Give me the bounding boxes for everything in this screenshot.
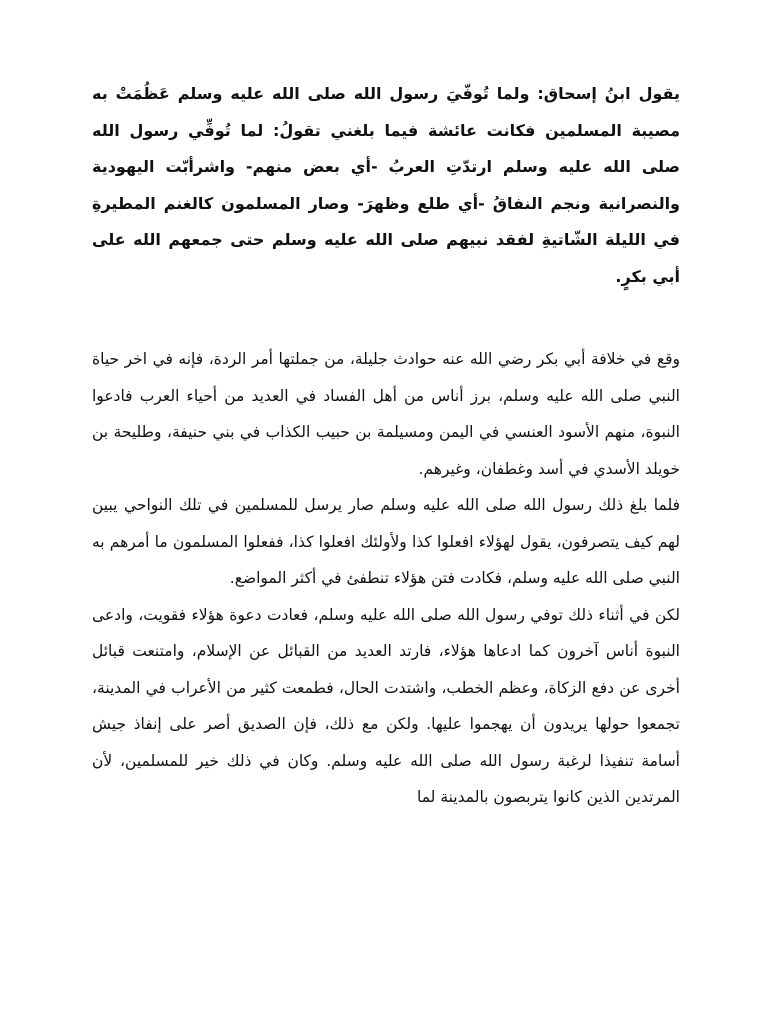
paragraph-gap	[92, 295, 680, 341]
document-page	[92, 76, 680, 816]
body-paragraph: فلما بلغ ذلك رسول الله صلى الله عليه وسلم صار يرسل للمسلمين في تلك النواحي يبين لهم كيف يتصرفون، يقول لهؤلاء افعلوا كذا ولأولئك افعلوا كذا، ففعلوا المسلمون ما أمرهم به النبي صلى الله عليه وسلم، فكادت فتن هؤلاء تنطفئ في أكثر المواضع.	[92, 496, 680, 587]
quote-paragraph: يقول ابنُ إسحاق: ولما تُوفّيَ رسول الله صلى الله عليه وسلم عَظُمَتْ به مصيبة المسلمين فكانت عائشة فيما بلغني تقولُ: لما تُوفِّي رسول الله صلى الله عليه وسلم ارتدّتِ العربُ -أي بعض منهم- واشرأبّت اليهودية والنصرانية ونجم النفاقُ -أي طلع وظهرَ- وصار المسلمون كالغنم المطيرةِ في الليلة الشّاتيةِ لفقد نبيهم صلى الله عليه وسلم حتى جمعهم الله على أبي بكرٍ.	[92, 84, 680, 286]
body-paragraph: لكن في أثناء ذلك توفي رسول الله صلى الله عليه وسلم، فعادت دعوة هؤلاء فقويت، وادعى النبوة أناس آخرون كما ادعاها هؤلاء، فارتد العديد من القبائل عن الإسلام، وامتنعت قبائل أخرى عن دفع الزكاة، وعظم الخطب، واشتدت الحال، فطمعت كثير من الأعراب في المدينة، تجمعوا حولها يريدون أن يهجموا عليها. ولكن مع ذلك، فإن الصديق أصر على إنفاذ جيش أسامة تنفيذا لرغبة رسول الله صلى الله عليه وسلم. وكان في ذلك خير للمسلمين، لأن المرتدين الذين كانوا يتربصون بالمدينة لما	[92, 605, 680, 806]
body-paragraph: وقع في خلافة أبي بكر رضي الله عنه حوادث جليلة، من جملتها أمر الردة، فإنه في اخر حياة النبي صلى الله عليه وسلم، برز أناس من أهل الفساد في العديد من أحياء العرب فادعوا النبوة، منهم الأسود العنسي في اليمن ومسيلمة بن حبيب الكذاب في بني حنيفة، وطليحة بن خويلد الأسدي في أسد وغطفان، وغيرهم.	[92, 350, 680, 478]
